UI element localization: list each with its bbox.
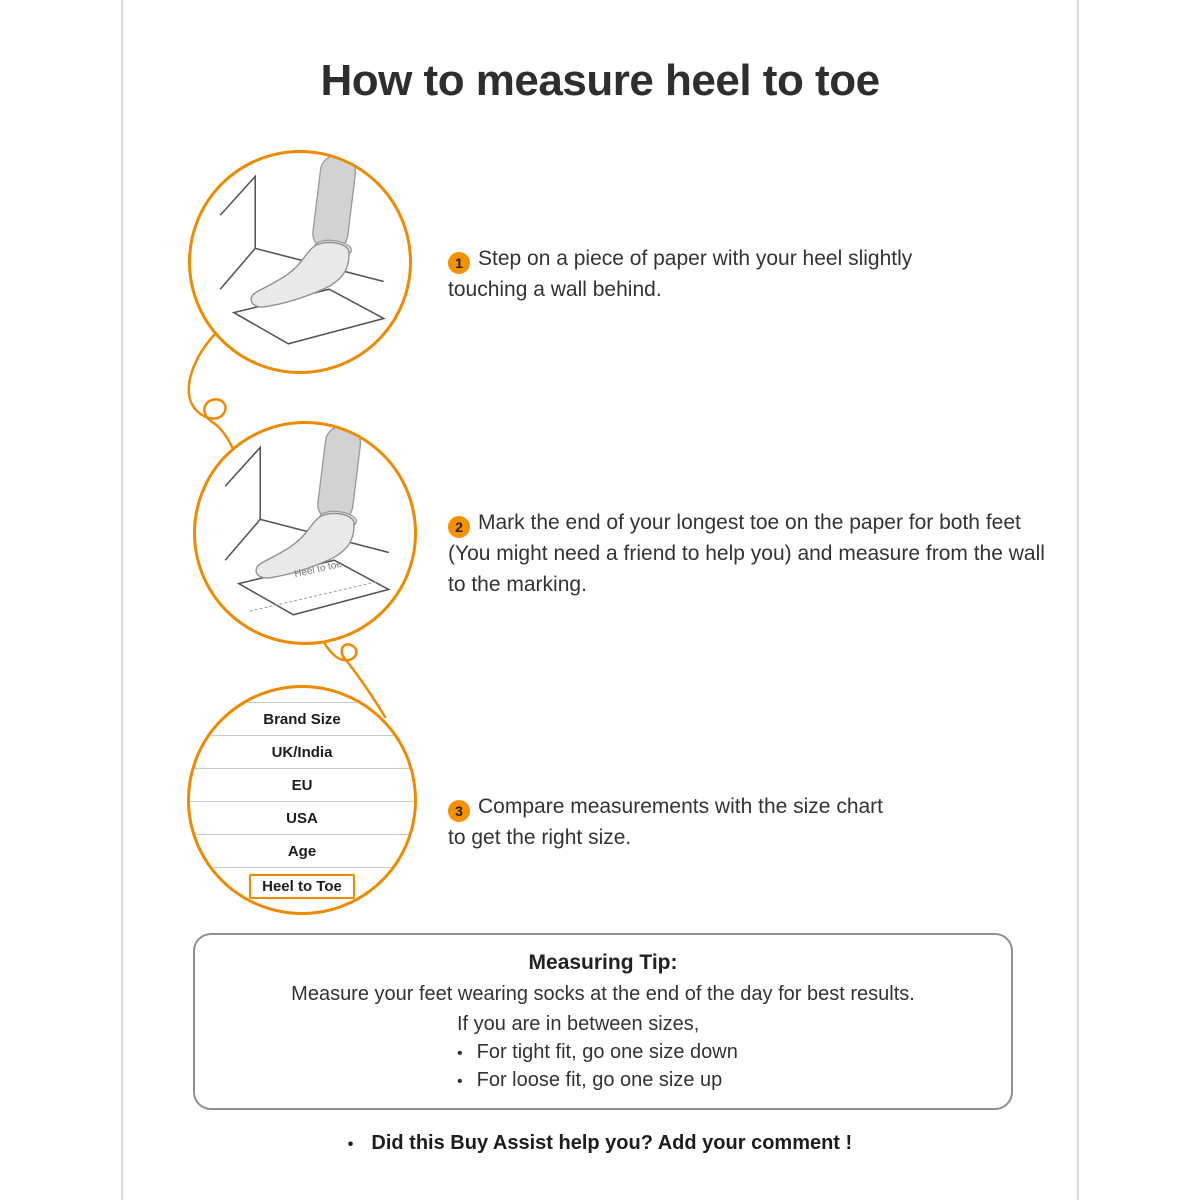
size-chart-circle <box>187 685 417 915</box>
size-chart-row-label: Age <box>287 842 317 860</box>
bullet-icon: • <box>457 1073 463 1090</box>
step-3 <box>448 791 898 853</box>
step-1 <box>448 243 953 305</box>
step-1-text: Step on a piece of paper with your heel slightly touching a wall behind. <box>448 247 913 302</box>
illustration-circle-step1 <box>188 150 412 374</box>
leg-shape <box>316 424 362 523</box>
step-2-text: Mark the end of your longest toe on the paper for both feet (You might need a friend to help you) and measure from the wall to the marking. <box>448 511 1045 597</box>
size-chart-row <box>190 736 414 769</box>
bullet-icon: • <box>457 1045 463 1062</box>
foot-on-paper-illustration <box>191 153 409 371</box>
size-chart-row-label: Brand Size <box>263 710 341 728</box>
step-3-text: Compare measurements with the size chart to get the right size. <box>448 795 883 850</box>
tip-bullet-text: For loose fit, go one size up <box>476 1069 723 1091</box>
page-edge-right <box>1077 0 1079 1200</box>
size-chart <box>190 702 414 904</box>
tip-line-2: If you are in between sizes, <box>457 1013 700 1035</box>
tip-heading: Measuring Tip: <box>528 951 678 974</box>
paper-measure-label: Heel to toe <box>293 558 343 581</box>
size-chart-row-label: USA <box>286 809 318 827</box>
measuring-tip-box <box>193 933 1013 1110</box>
connector-1-2 <box>189 335 232 447</box>
foot-marking-illustration <box>196 424 414 642</box>
size-chart-row <box>190 769 414 802</box>
tip-bullet-text: For tight fit, go one size down <box>476 1041 738 1063</box>
step-3-number-badge: 3 <box>448 800 470 822</box>
page-edge-left <box>121 0 123 1200</box>
footer-text: Did this Buy Assist help you? Add your comment ! <box>371 1132 853 1154</box>
step-2 <box>448 507 1048 601</box>
page-title: How to measure heel to toe <box>320 56 880 105</box>
size-chart-row <box>190 802 414 835</box>
step-1-number-badge: 1 <box>448 252 470 274</box>
size-chart-row-label: UK/India <box>271 743 333 761</box>
tip-bullet-item <box>457 1069 1011 1092</box>
size-chart-row <box>190 835 414 868</box>
tip-line-1: Measure your feet wearing socks at the end of the day for best results. <box>291 983 915 1005</box>
size-chart-row <box>190 868 414 904</box>
bullet-icon: • <box>347 1136 354 1153</box>
step-2-number-badge: 2 <box>448 516 470 538</box>
size-chart-row <box>190 703 414 736</box>
illustration-circle-step2 <box>193 421 417 645</box>
size-chart-row-label: EU <box>291 776 313 794</box>
heel-to-toe-highlight: Heel to Toe <box>249 874 355 899</box>
tip-bullet-item <box>457 1041 1011 1064</box>
leg-shape <box>311 153 357 252</box>
footer-note <box>0 1132 1200 1155</box>
